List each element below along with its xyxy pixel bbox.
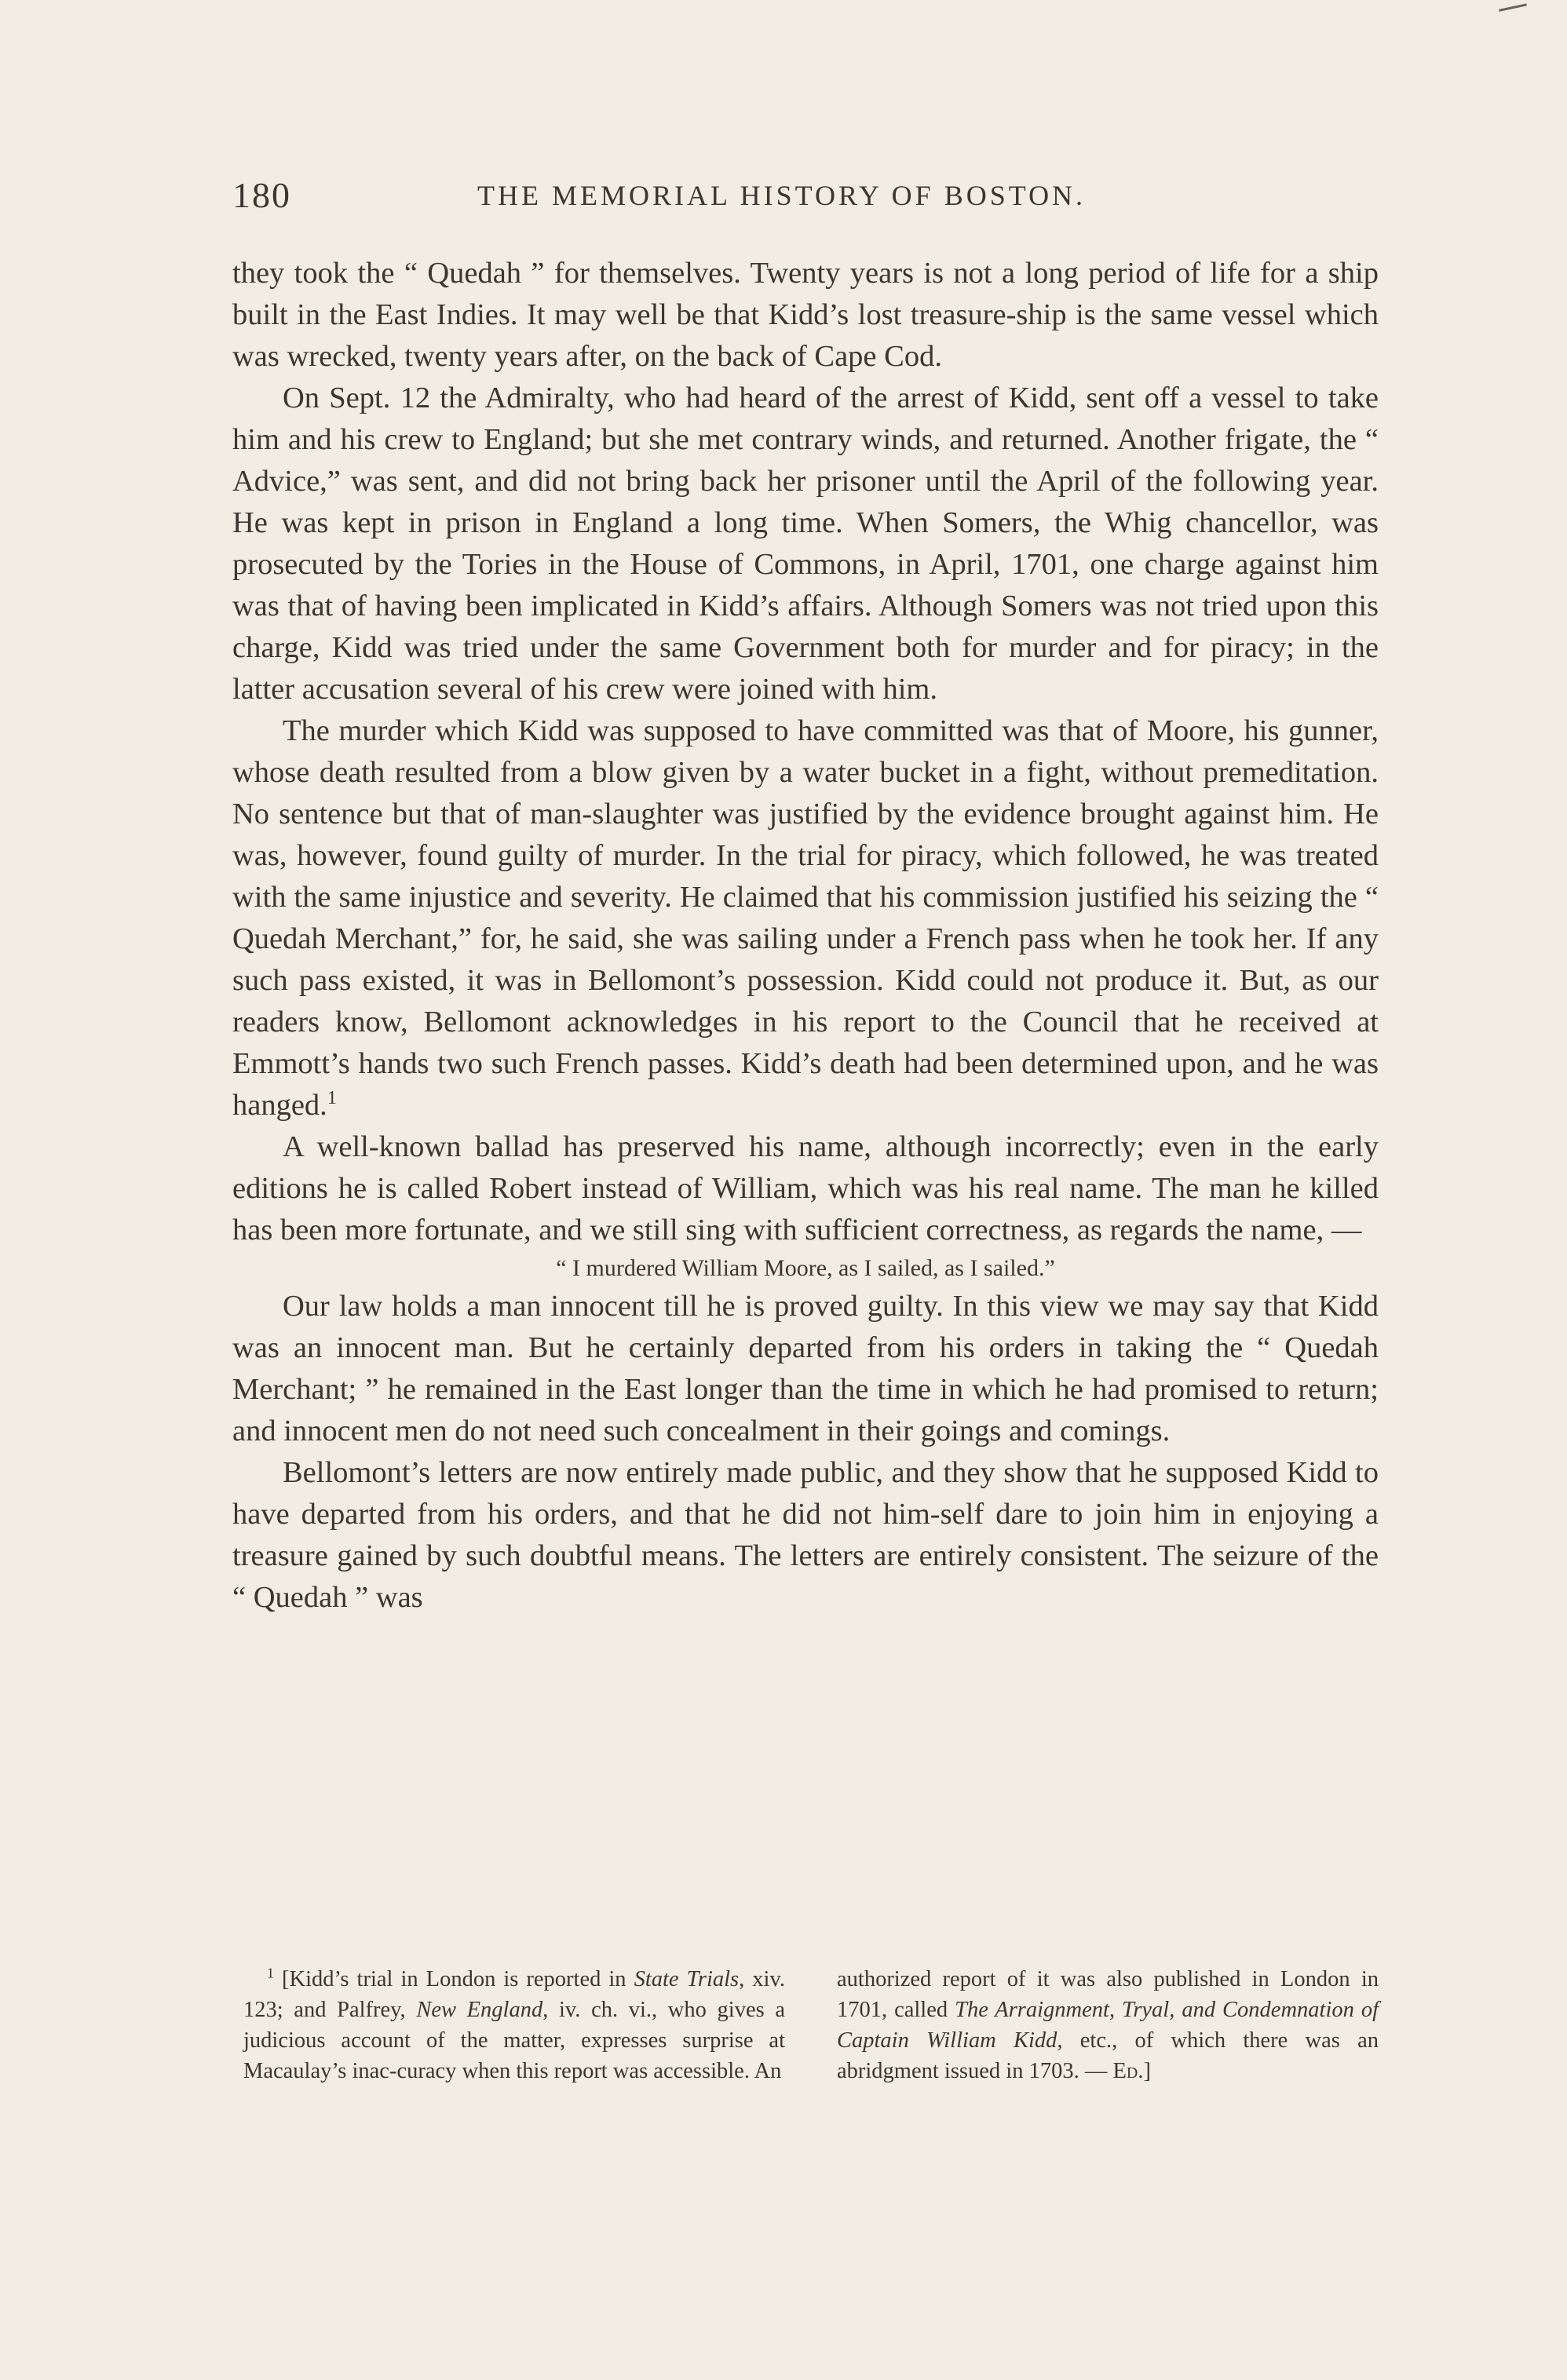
paragraph-6: Bellomont’s letters are now entirely made public, and they show that he supposed Kidd to have departed from his orders, and that he did not him-self dare to join him in enjoying a treasure gained by such doubtful means. The letters are entirely consistent. The seizure of the “ Quedah ” was: [232, 1456, 1379, 1614]
paragraph-5: Our law holds a man innocent till he is proved guilty. In this view we may say that Kidd was an innocent man. But he certainly departed from his orders in taking the “ Quedah Merchant; ” he remained in the East longer than the time in which he had promised to return; and innocent men do not need such concealment in their goings and comings.: [232, 1290, 1379, 1447]
body-text: [232, 253, 1379, 1619]
footnote-column-right: [837, 1964, 1379, 2086]
page-header: [232, 174, 1379, 221]
footnote-left-text-2: , xiv. 123; and Palfrey,: [243, 1967, 785, 2022]
footnote-column-left: [243, 1964, 785, 2086]
footnote-reference: 1: [327, 1088, 337, 1109]
paragraph-4: A well-known ballad has preserved his name, although incorrectly; even in the early editions he is called Robert instead of William, which was his real name. The man he killed has been more fortunate, and we still sing with sufficient correctness, as regards the name, —: [232, 1130, 1379, 1247]
footnote-left-text-3: , iv. ch. vi., who gives a judicious account of the matter, expresses surprise at Macaulay’s inac-curacy when this report was accessible. An: [243, 1998, 785, 2083]
footnote-right-text-2: etc., of which there was an abridgment issued in 1703. —: [837, 2028, 1379, 2083]
paragraph-2: On Sept. 12 the Admiralty, who had heard of the arrest of Kidd, sent off a vessel to take him and his crew to England; but she met contrary winds, and returned. Another frigate, the “ Advice,” was sent, and did not bring back her prisoner until the April of the following year. He was kept in prison in England a long time. When Somers, the Whig chancellor, was prosecuted by the Tories in the House of Commons, in April, 1701, one charge against him was that of having been implicated in Kidd’s affairs. Although Somers was not tried upon this charge, Kidd was tried under the same Government both for murder and for piracy; in the latter accusation several of his crew were joined with him.: [232, 381, 1379, 706]
footnote-marker: 1: [267, 1965, 274, 1981]
page-number: 180: [232, 175, 291, 215]
footnote-left-text-1: [Kidd’s trial in London is reported in: [274, 1967, 634, 1991]
paragraph-3: [232, 710, 1379, 1126]
footnote-right-text-3: ]: [1143, 2059, 1151, 2083]
footnote-right-text-1: authorized report of it was also published in London in 1701, called: [837, 1967, 1379, 2022]
footnote-left-italic-1: State Trials: [634, 1967, 740, 1991]
paragraph-3-text: The murder which Kidd was supposed to have committed was that of Moore, his gunner, whose death resulted from a blow given by a water bucket in a fight, without premeditation. No sentence but that of man-slaughter was justified by the evidence brought against him. He was, however, found guilty of murder. In the trial for piracy, which followed, he was treated with the same injustice and severity. He claimed that his commission justified his seizing the “ Quedah Merchant,” for, he said, she was sailing under a French pass when he took her. If any such pass existed, it was in Bellomont’s possession. Kidd could not produce it. But, as our readers know, Bellomont acknowledges in his report to the Council that he received at Emmott’s hands two such French passes. Kidd’s death had been determined upon, and he was hanged.: [232, 714, 1379, 1122]
corner-mark: [1499, 3, 1529, 19]
editor-mark: Ed.: [1112, 2059, 1144, 2083]
footnote-right-italic-1: The Arraignment, Tryal, and Condemnation of Captain William Kidd,: [837, 1998, 1379, 2053]
ballad-quote: “ I murdered William Moore, as I sailed, as I sailed.”: [556, 1255, 1055, 1281]
footnotes: [243, 1964, 1379, 2086]
paragraph-1: they took the “ Quedah ” for themselves. Twenty years is not a long period of life for a ship built in the East Indies. It may well be that Kidd’s lost treasure-ship is the same vessel which was wrecked, twenty years after, on the back of Cape Cod.: [232, 257, 1379, 373]
footnote-left-italic-2: New England: [416, 1998, 543, 2022]
footnote-text-left: [243, 1964, 785, 2086]
running-title: THE MEMORIAL HISTORY OF BOSTON.: [477, 180, 1087, 211]
footnote-text-right: [837, 1964, 1379, 2086]
